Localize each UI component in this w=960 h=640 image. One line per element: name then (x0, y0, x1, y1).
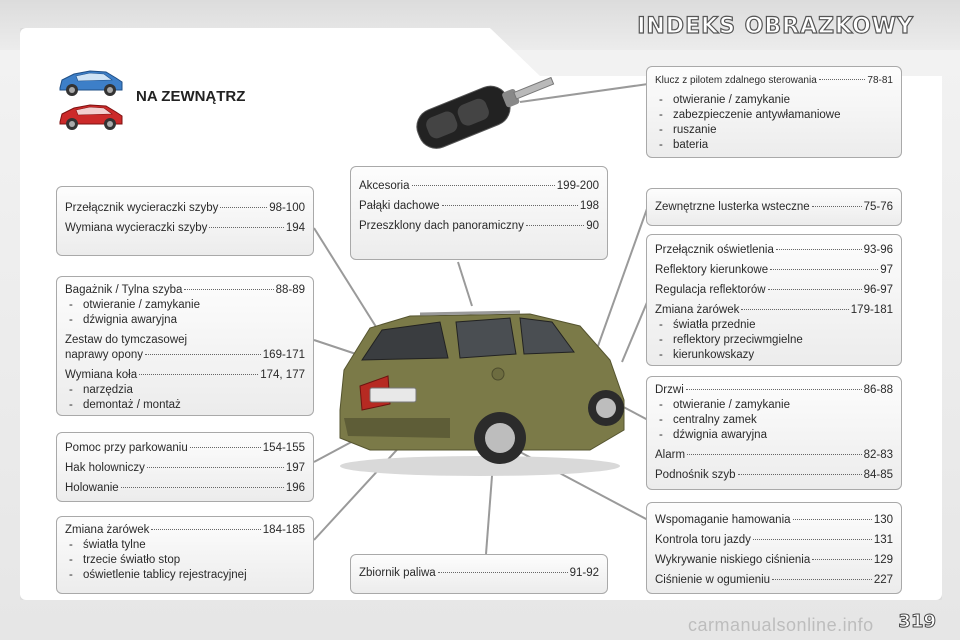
list-item: - demontaż / montaż (65, 398, 305, 413)
list-item: - światła tylne (65, 538, 305, 553)
index-label: Zewnętrzne lusterka wsteczne (655, 201, 810, 213)
index-pages: 227 (873, 574, 893, 586)
kit-label: Zestaw do tymczasowej (65, 334, 188, 346)
index-row (655, 303, 893, 318)
index-label: Wymiana wycieraczki szyby (65, 222, 208, 234)
list-item: - otwieranie / zamykanie (655, 93, 893, 108)
key-info-box (646, 66, 902, 158)
index-pages: 184-185 (262, 524, 305, 536)
index-row (655, 243, 893, 258)
index-pages: 84-85 (863, 469, 893, 481)
index-row (655, 513, 893, 528)
index-label: Przełącznik oświetlenia (655, 244, 774, 256)
index-pages: 179-181 (850, 304, 893, 316)
index-pages: 96-97 (863, 284, 893, 296)
list-item: - reflektory przeciwmgielne (655, 333, 893, 348)
brakes-info-box (646, 502, 902, 594)
list-item: - zabezpieczenie antywłamaniowe (655, 108, 893, 123)
index-row (655, 553, 893, 568)
index-label: Hak holowniczy (65, 462, 145, 474)
index-row (655, 448, 893, 463)
index-row (359, 219, 599, 234)
index-row (655, 200, 893, 215)
index-row (359, 566, 599, 581)
section-title: NA ZEWNĄTRZ (136, 88, 246, 105)
index-row (655, 383, 893, 398)
index-label: Pomoc przy parkowaniu (65, 442, 188, 454)
index-label: Regulacja reflektorów (655, 284, 766, 296)
list-item: - bateria (655, 138, 893, 153)
rear-lamps-info-box (56, 516, 314, 594)
index-label: Holowanie (65, 482, 119, 494)
index-pages: 131 (873, 534, 893, 546)
index-pages: 196 (285, 482, 305, 494)
list-item: - oświetlenie tablicy rejestracyjnej (65, 568, 305, 583)
list-item: - narzędzia (65, 383, 305, 398)
index-label: Zbiornik paliwa (359, 567, 436, 579)
index-label: naprawy opony (65, 349, 143, 361)
index-row (65, 481, 305, 496)
index-label: Przełącznik wycieraczki szyby (65, 202, 219, 214)
list-item: - kierunkowskazy (655, 348, 893, 363)
index-pages: 91-92 (569, 567, 599, 579)
index-row (655, 468, 893, 483)
car-illustration (330, 300, 630, 480)
index-row (65, 523, 305, 538)
index-pages: 88-89 (275, 284, 305, 296)
index-row (655, 573, 893, 588)
index-row (65, 461, 305, 476)
index-pages: 97 (880, 264, 893, 276)
page-number: 319 (898, 611, 936, 632)
index-row (655, 283, 893, 298)
index-label: Wymiana koła (65, 369, 138, 381)
index-pages: 174, 177 (260, 369, 305, 381)
index-label: Przeszklony dach panoramiczny (359, 220, 524, 232)
parking-info-box (56, 432, 314, 502)
doors-info-box (646, 376, 902, 490)
index-pages: 93-96 (863, 244, 893, 256)
list-item: - światła przednie (655, 318, 893, 333)
index-row (65, 348, 305, 363)
roof-info-box (350, 166, 608, 260)
index-label: Zmiana żarówek (655, 304, 740, 316)
index-pages: 154-155 (262, 442, 305, 454)
index-pages: 86-88 (863, 384, 893, 396)
wipers-info-box (56, 186, 314, 256)
lights-info-box (646, 234, 902, 366)
index-label: Wspomaganie hamowania (655, 514, 791, 526)
watermark-text: carmanualsonline.info (688, 615, 874, 635)
index-pages: 130 (873, 514, 893, 526)
index-label: Bagażnik / Tylna szyba (65, 284, 183, 296)
index-row (65, 441, 305, 456)
key-row (655, 73, 893, 88)
index-label: Alarm (655, 449, 686, 461)
boot-info-box (56, 276, 314, 416)
list-item: - ruszanie (655, 123, 893, 138)
index-label: Wykrywanie niskiego ciśnienia (655, 554, 811, 566)
index-pages: 98-100 (269, 202, 305, 214)
index-row (65, 221, 305, 236)
index-pages: 194 (285, 222, 305, 234)
index-row (65, 368, 305, 383)
page-title: INDEKS OBRAZKOWY (637, 14, 914, 39)
index-label: Reflektory kierunkowe (655, 264, 769, 276)
index-pages: 199-200 (556, 180, 599, 192)
index-row (359, 179, 599, 194)
index-row (65, 201, 305, 216)
index-row (65, 283, 305, 298)
fuel-info-box (350, 554, 608, 594)
list-item: - otwieranie / zamykanie (65, 298, 305, 313)
index-row (359, 199, 599, 214)
index-label: Drzwi (655, 384, 684, 396)
mirrors-info-box (646, 188, 902, 226)
index-pages: 82-83 (863, 449, 893, 461)
index-label: Pałąki dachowe (359, 200, 440, 212)
list-item: - centralny zamek (655, 413, 893, 428)
index-pages: 169-171 (262, 349, 305, 361)
index-row (655, 533, 893, 548)
index-pages: 75-76 (863, 201, 893, 213)
index-label: Podnośnik szyb (655, 469, 736, 481)
list-item: - trzecie światło stop (65, 553, 305, 568)
index-label: Akcesoria (359, 180, 410, 192)
index-label: Zmiana żarówek (65, 524, 150, 536)
list-item: - dźwignia awaryjna (65, 313, 305, 328)
key-label: Klucz z pilotem zdalnego sterowania (655, 75, 817, 86)
index-pages: 90 (586, 220, 599, 232)
index-row (655, 263, 893, 278)
index-pages: 198 (579, 200, 599, 212)
index-pages: 197 (285, 462, 305, 474)
list-item: - dźwignia awaryjna (655, 428, 893, 443)
index-label: Ciśnienie w ogumieniu (655, 574, 771, 586)
index-label: Kontrola toru jazdy (655, 534, 751, 546)
list-item: - otwieranie / zamykanie (655, 398, 893, 413)
index-pages: 129 (873, 554, 893, 566)
key-pages: 78-81 (867, 75, 893, 86)
